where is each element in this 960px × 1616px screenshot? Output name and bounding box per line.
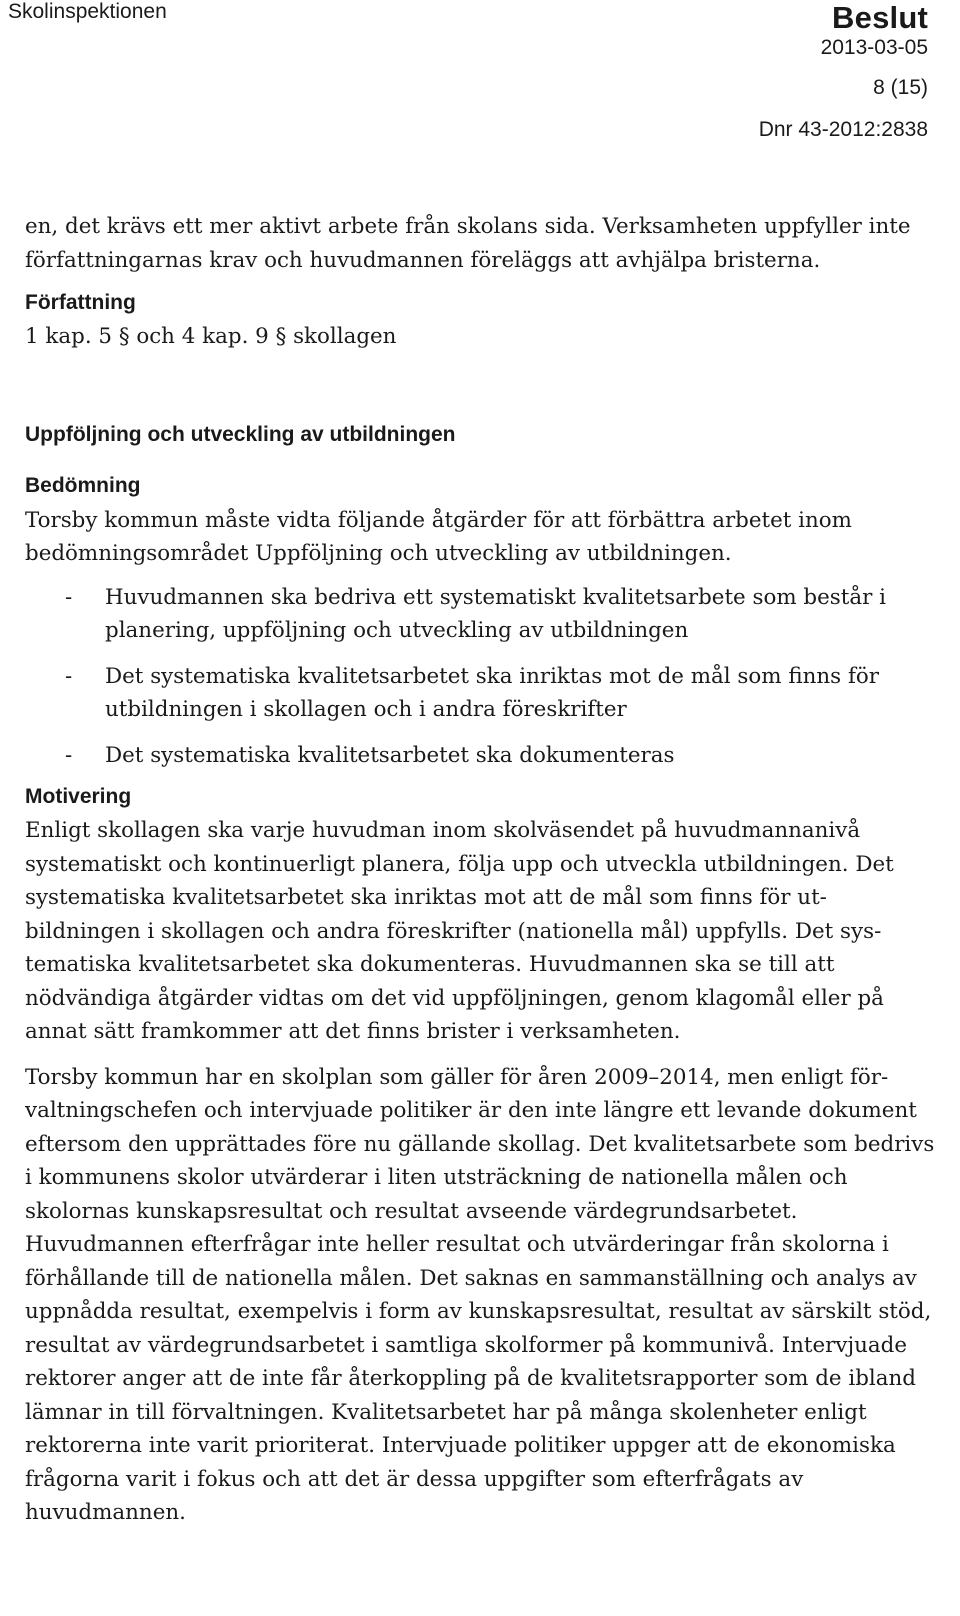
- list-item-text: Det systematiska kvalitetsarbetet ska inriktas mot de mål som finns för utbildningen i skollagen och i andra föreskrifter: [105, 663, 879, 722]
- bedomning-text: Torsby kommun måste vidta följande åtgärder för att förbättra arbetet inom bedömningsområdet Uppföljning och utveckling av utbildningen.: [25, 507, 852, 566]
- document-body: [25, 210, 935, 1530]
- list-dash: -: [65, 742, 73, 768]
- list-dash: -: [65, 584, 73, 610]
- motivering-paragraph-1: Enligt skollagen ska varje huvudman inom skolväsendet på huvudmannanivå systematiskt och kontinuerligt planera, följa upp och utveckla utbildningen. Det systematiska kvalitetsarbetet ska inriktas mot att de mål som finns för utbildningen i skollagen och andra föreskrifter (nationella mål) uppfylls. Det systematiska kvalitetsarbetet ska dokumenteras. Huvudmannen ska se till att nödvändiga åtgärder vidtas om det vid uppföljningen, genom klagomål eller på annat sätt framkommer att det finns brister i verksamheten.: [25, 818, 894, 1044]
- list-item: [25, 739, 935, 773]
- intro-paragraph: en, det krävs ett mer aktivt arbete från skolans sida. Verksamheten uppfyller inte författningarnas krav och huvudmannen föreläggs att avhjälpa bristerna.: [25, 214, 911, 273]
- page-number: 8 (15): [873, 76, 928, 99]
- list-item: [25, 581, 935, 648]
- document-reference: Dnr 43-2012:2838: [758, 118, 928, 141]
- document-date: 2013-03-05: [820, 36, 928, 59]
- organization-name: Skolinspektionen: [8, 0, 167, 23]
- forfattning-heading: Författning: [25, 291, 136, 314]
- list-item: [25, 660, 935, 727]
- motivering-paragraph-2: Torsby kommun har en skolplan som gäller för åren 2009–2014, men enligt förvaltningschefen och intervjuade politiker är den inte längre ett levande dokument eftersom den upprättades före nu gällande skollag. Det kvalitetsarbete som bedrivs i kommunens skolor utvärderar i liten utsträckning de nationella målen och skolornas kunskapsresultat och resultat avseende värdegrundsarbetet. Huvudmannen efterfrågar inte heller resultat och utvärderingar från skolorna i förhållande till de nationella målen. Det saknas en sammanställning och analys av uppnådda resultat, exempelvis i form av kunskapsresultat, resultat av särskilt stöd, resultat av värdegrundsarbetet i samtliga skolformer på kommunivå. Intervjuade rektorer anger att de inte får återkoppling på de kvalitetsrapporter som de ibland lämnar in till förvaltningen. Kvalitetsarbetet har på många skolenheter enligt rektorerna inte varit prioriterat. Intervjuade politiker uppger att de ekonomiska frågorna varit i fokus och att det är dessa uppgifter som efterfrågats av huvudmannen.: [25, 1064, 935, 1525]
- motivering-heading: Motivering: [25, 785, 132, 808]
- bedomning-heading: Bedömning: [25, 473, 141, 497]
- requirements-list: [25, 581, 935, 773]
- list-item-text: Det systematiska kvalitetsarbetet ska dokumenteras: [105, 742, 675, 768]
- section-title: Uppföljning och utveckling av utbildningen: [25, 422, 456, 446]
- list-dash: -: [65, 663, 73, 689]
- list-item-text: Huvudmannen ska bedriva ett systematiskt kvalitetsarbete som består i planering, uppföljning och utveckling av utbildningen: [105, 584, 886, 643]
- document-header: [759, 0, 928, 142]
- document-type: Beslut: [832, 0, 928, 35]
- forfattning-text: 1 kap. 5 § och 4 kap. 9 § skollagen: [25, 324, 397, 349]
